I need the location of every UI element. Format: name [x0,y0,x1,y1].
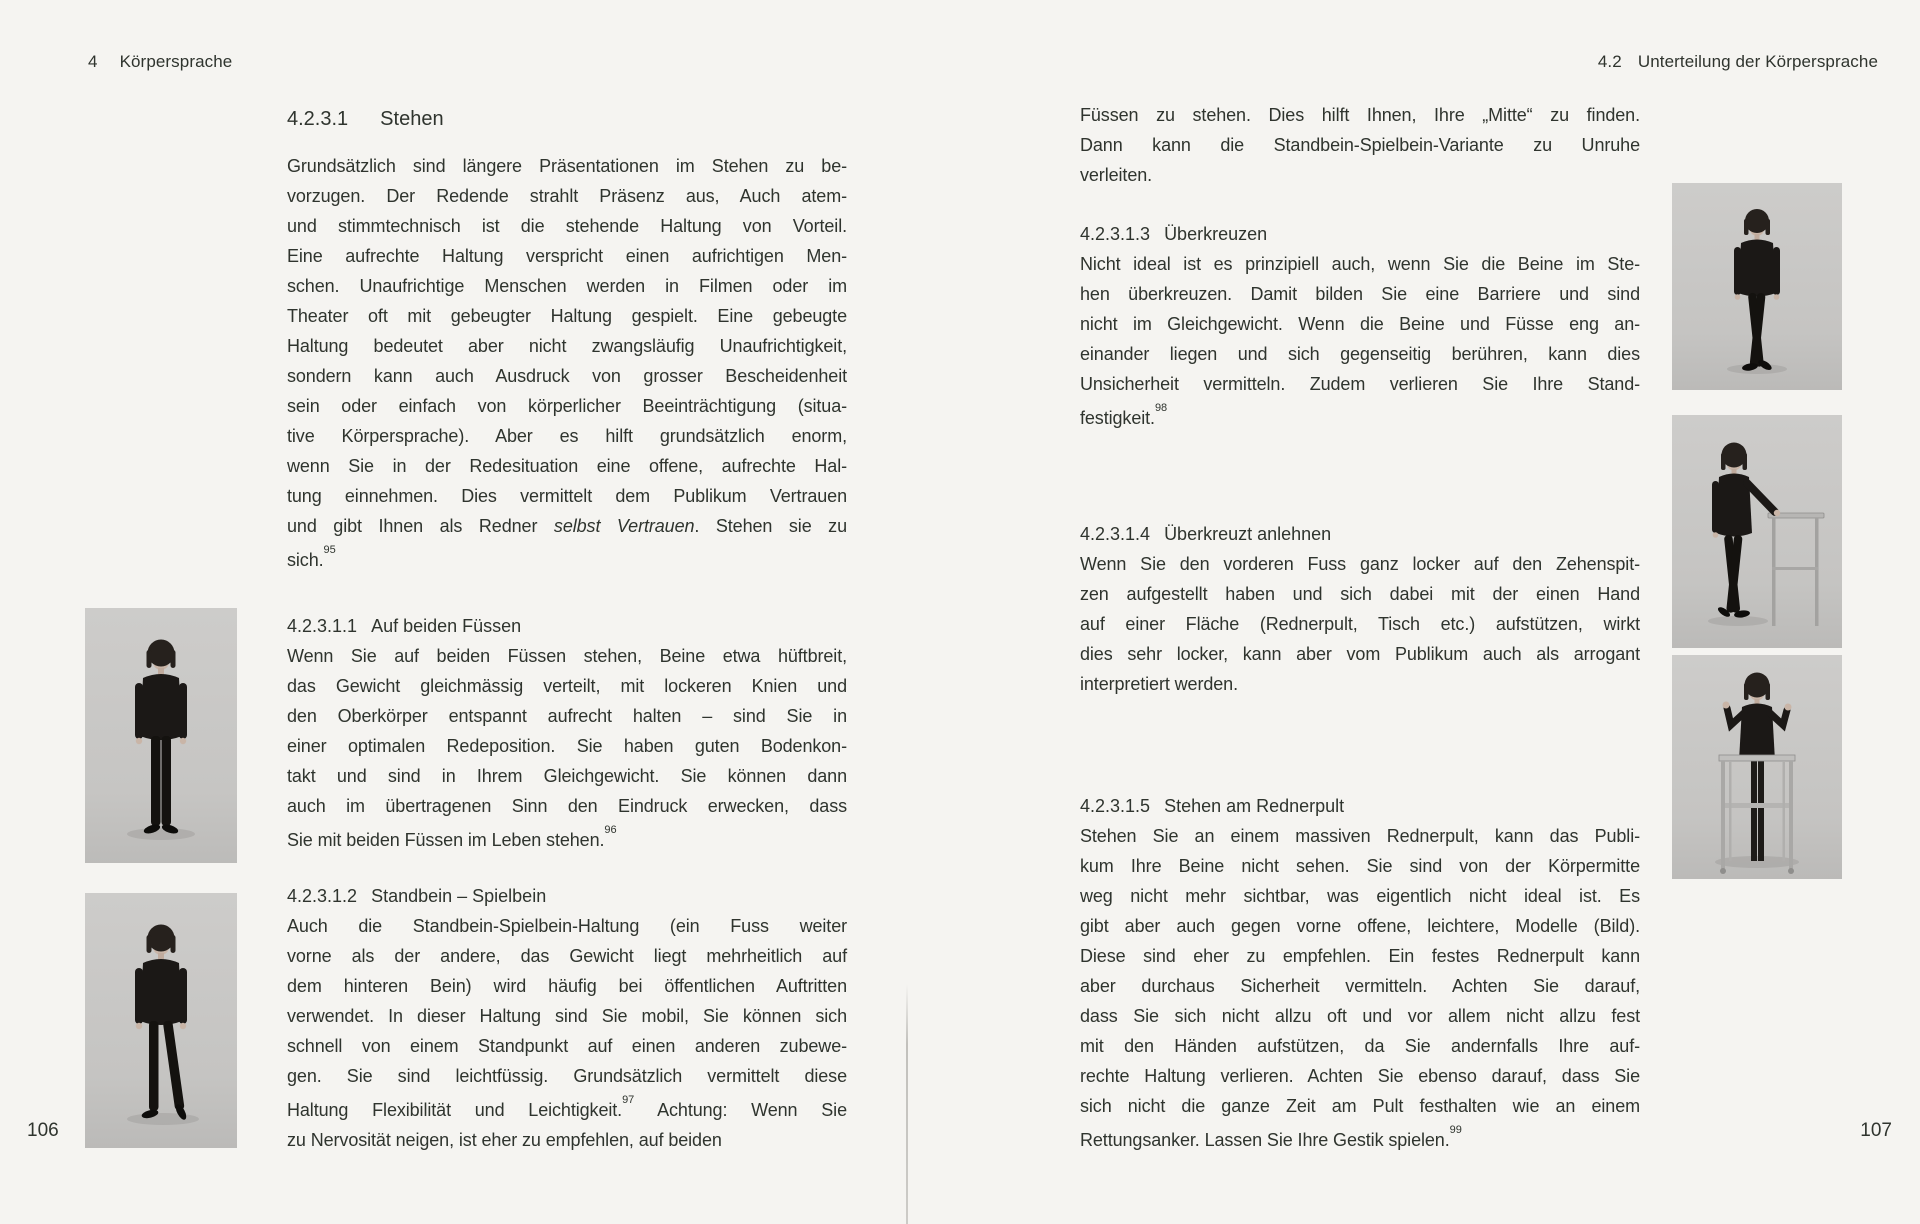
text-line: Wenn Sie auf beiden Füssen stehen, Beine etwa hüftbreit, [287,646,847,666]
text-line: Diese sind eher zu empfehlen. Ein festes Rednerpult kann [1080,946,1640,966]
text-line: hen überkreuzen. Damit bilden Sie eine Barriere und sind [1080,284,1640,304]
section-number: 4.2.3.1.2 [287,886,358,906]
text-line: verleiten. [1080,165,1153,185]
text-line: sich.$^{95}$ [287,544,336,570]
paragraph-stehen-am-rednerpult [1080,821,1640,1155]
section-heading-stehen-am-rednerpult [1080,791,1640,821]
text-line: takt und sind in Ihrem Gleichgewicht. Sie können dann [287,766,847,786]
page-number-right: 107 [1860,1120,1892,1141]
text-line: dem hinteren Bein) wird häufig bei öffentlichen Auftritten [287,976,847,996]
paragraph-ueberkreuzt-anlehnen [1080,549,1640,699]
page-number-left: 106 [27,1120,59,1141]
paragraph-ueberkreuzen [1080,249,1640,433]
text-line: verwendet. In dieser Haltung sind Sie mobil, Sie können sich [287,1006,847,1026]
text-line: mit den Händen aufstützen, da Sie andernfalls Ihre auf- [1080,1036,1640,1056]
section-number: 4.2.3.1.5 [1080,796,1151,816]
section-heading-stehen [287,104,847,134]
text-line: auch im übertragenen Sinn den Eindruck erwecken, dass [287,796,847,816]
section-number: 4.2.3.1.3 [1080,224,1151,244]
text-line: sondern kann auch Ausdruck von grosser Bescheidenheit [287,366,847,386]
chapter-number: 4 [88,52,98,71]
text-line: Auch die Standbein-Spielbein-Haltung (ein Fuss weiter [287,916,847,936]
text-line: gibt aber auch gegen vorne offene, leichtere, Modelle (Bild). [1080,916,1640,936]
text-line: Eine aufrechte Haltung verspricht einen aufrichtigen Men- [287,246,847,266]
text-line: zen aufgestellt haben und sich dabei mit der einen Hand [1080,584,1640,604]
paragraph-standbein-spielbein [287,911,847,1155]
floor-shadow [127,1113,199,1125]
floor-shadow [1708,616,1768,626]
section-title: Überkreuzen [1164,224,1268,244]
chapter-title: Körpersprache [119,52,233,71]
text-line: Wenn Sie den vorderen Fuss ganz locker auf den Zehenspit- [1080,554,1640,574]
text-line: einer optimalen Redeposition. Sie haben guten Bodenkon- [287,736,847,756]
text-line: Haltung bedeutet aber nicht zwangsläufig Unaufrichtigkeit, [287,336,847,356]
text-line: dass Sie sich nicht allzu oft und vor allem nicht allzu fest [1080,1006,1640,1026]
text-line: gen. Sie sind leichtfüssig. Grundsätzlich vermittelt diese [287,1066,847,1086]
paragraph-stehen [287,151,847,575]
photo-standbein-spielbein [85,893,237,1148]
text-line: Stehen Sie an einem massiven Rednerpult, kann das Publi- [1080,826,1640,846]
text-line: und gibt Ihnen als Redner selbst Vertrauen. Stehen sie zu [287,516,847,536]
text-line: interpretiert werden. [1080,674,1238,694]
text-line: Grundsätzlich sind längere Präsentationen im Stehen zu be- [287,156,847,176]
section-title: Standbein – Spielbein [371,886,547,906]
text-line: Nicht ideal ist es prinzipiell auch, wenn Sie die Beine im Ste- [1080,254,1640,274]
text-line: auf einer Fläche (Rednerpult, Tisch etc.) aufstützen, wirkt [1080,614,1640,634]
section-heading-ueberkreuzt-anlehnen [1080,519,1640,549]
text-line: Haltung Flexibilität und Leichtigkeit.$^{97}$ Achtung: Wenn Sie [287,1094,847,1120]
text-line: tung einnehmen. Dies vermittelt dem Publikum Vertrauen [287,486,847,506]
section-title: Stehen am Rednerpult [1164,796,1345,816]
text-line: schnell von einem Standpunkt auf einen anderen zubewe- [287,1036,847,1056]
text-line: kum Ihre Beine nicht sehen. Sie sind von der Körpermitte [1080,856,1640,876]
text-line: das Gewicht gleichmässig verteilt, mit lockeren Knien und [287,676,847,696]
paragraph-continuation [1080,100,1640,190]
text-line: tive Körpersprache). Aber es hilft grundsätzlich enorm, [287,426,847,446]
chapter-number: 4.2 [1597,52,1622,71]
page-gutter-shadow [906,984,908,1224]
floor-shadow [127,828,195,840]
text-line: nicht im Gleichgewicht. Wenn die Beine und Füsse eng an- [1080,314,1640,334]
photo-ueberkreuzt-anlehnen [1672,415,1842,648]
text-line: rechte Haltung verlieren. Achten Sie ebenso darauf, dass Sie [1080,1066,1640,1086]
section-number: 4.2.3.1.4 [1080,524,1151,544]
running-header-right [1598,51,1878,73]
text-line: vorzugen. Der Redende strahlt Präsenz aus, Auch atem- [287,186,847,206]
text-line: Unsicherheit vermitteln. Zudem verlieren Sie Ihre Stand- [1080,374,1640,394]
text-line: aber durchaus Sicherheit vermitteln. Achten Sie darauf, [1080,976,1640,996]
text-line: dies sehr locker, kann aber vom Publikum auch als arrogant [1080,644,1640,664]
text-line: schen. Unaufrichtige Menschen werden in Filmen oder im [287,276,847,296]
text-line: und stimmtechnisch ist die stehende Haltung von Vorteil. [287,216,847,236]
text-line: Theater oft mit gebeugter Haltung gespielt. Eine gebeugte [287,306,847,326]
running-header-left [88,51,232,73]
text-line: vorne als der andere, das Gewicht liegt mehrheitlich auf [287,946,847,966]
section-number: 4.2.3.1.1 [287,616,358,636]
text-line: Dann kann die Standbein-Spielbein-Variante zu Unruhe [1080,135,1640,155]
paragraph-auf-beiden-fuessen [287,641,847,855]
text-line: weg nicht mehr sichtbar, was eigentlich nicht ideal ist. Es [1080,886,1640,906]
text-line: festigkeit.$^{98}$ [1080,402,1168,428]
photo-stehen-am-rednerpult [1672,655,1842,879]
text-line: Füssen zu stehen. Dies hilft Ihnen, Ihre „Mitte“ zu finden. [1080,105,1640,125]
section-title: Auf beiden Füssen [371,616,522,636]
section-heading-ueberkreuzen [1080,219,1640,249]
section-heading-standbein-spielbein [287,881,847,911]
text-line: Sie mit beiden Füssen im Leben stehen.$^{96}$ [287,824,617,850]
text-line: einander liegen und sich gegenseitig berühren, kann dies [1080,344,1640,364]
section-title: Stehen [380,108,444,130]
section-heading-auf-beiden-fuessen [287,611,847,641]
text-line: Rettungsanker. Lassen Sie Ihre Gestik spielen.$^{99}$ [1080,1124,1462,1150]
photo-auf-beiden-fuessen [85,608,237,863]
text-line: zu Nervosität neigen, ist eher zu empfehlen, auf beiden [287,1130,722,1150]
section-number: 4.2.3.1 [287,108,349,130]
text-line: sich nicht die ganze Zeit am Pult festhalten wie an einem [1080,1096,1640,1116]
text-line: sein oder einfach von körperlicher Beeinträchtigung (situa- [287,396,847,416]
photo-beine-ueberkreuzt [1672,183,1842,390]
section-title: Überkreuzt anlehnen [1164,524,1332,544]
text-line: wenn Sie in der Redesituation eine offene, aufrechte Hal- [287,456,847,476]
text-line: den Oberkörper entspannt aufrecht halten – sind Sie in [287,706,847,726]
chapter-title: Unterteilung der Körpersprache [1637,52,1878,71]
